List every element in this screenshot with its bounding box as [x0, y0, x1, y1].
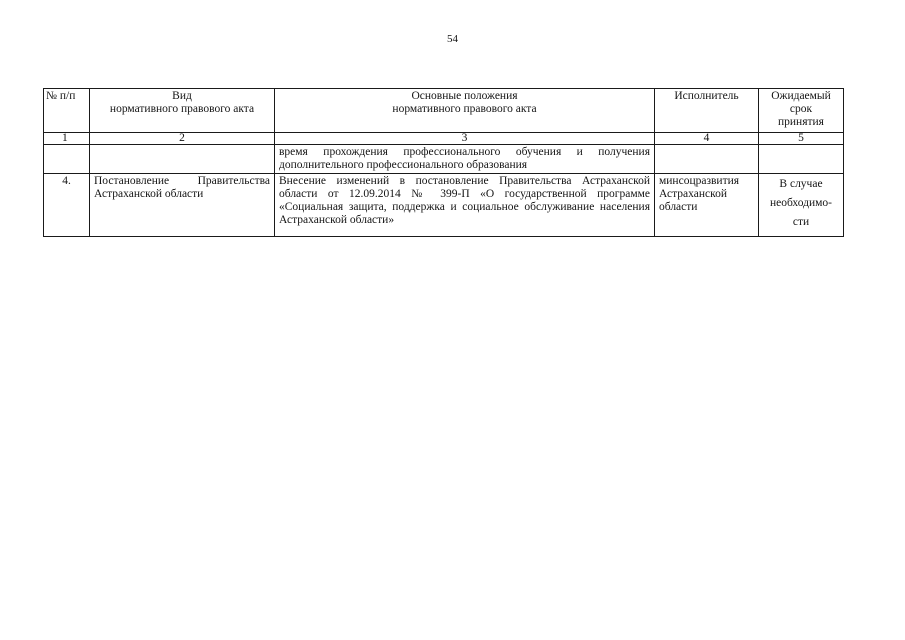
row-provisions-cell: Внесение изменений в постановление Правительства Астраханской области от 12.09.2014 № 399-П «О государственной программе «Социальная защита, поддержка и социальное обслуживание населения Астраханской области» [275, 174, 655, 237]
column-index-cell: 4 [655, 133, 759, 145]
column-index-cell: 1 [44, 133, 90, 145]
row-num-cell [44, 145, 90, 174]
header-num: № п/п [44, 89, 90, 133]
row-executor-cell [655, 145, 759, 174]
table-header-row [44, 89, 844, 133]
row-act-type-cell: Постановление Правительства Астраханской области [90, 174, 275, 237]
column-index-cell: 5 [759, 133, 844, 145]
table-row [44, 145, 844, 174]
header-due [759, 89, 844, 133]
header-provisions-line-2: нормативного правового акта [392, 103, 537, 115]
row-executor-cell: минсоцразвития Астраханской области [655, 174, 759, 237]
page-number: 54 [447, 33, 458, 45]
header-due-line-2: срок [789, 103, 813, 115]
row-provisions-cell: время прохождения профессионального обучения и получения дополнительного профессионального образования [275, 145, 655, 174]
row-act-type-cell [90, 145, 275, 174]
column-index-cell: 3 [275, 133, 655, 145]
header-executor: Исполнитель [655, 89, 759, 133]
header-due-line-1: Ожидаемый [771, 90, 831, 102]
row-due-cell [759, 145, 844, 174]
header-act-type-line-2: нормативного правового акта [109, 103, 255, 115]
row-num-cell: 4. [44, 174, 90, 237]
header-provisions-line-1: Основные положения [411, 90, 518, 102]
row-due-cell: В случае необходимо-сти [759, 174, 844, 237]
header-act-type [90, 89, 275, 133]
header-provisions [275, 89, 655, 133]
header-due-line-3: принятия [778, 116, 824, 128]
header-act-type-line-1: Вид [172, 90, 192, 102]
legal-acts-table [43, 88, 844, 237]
column-index-row [44, 133, 844, 145]
table-row [44, 174, 844, 237]
column-index-cell: 2 [90, 133, 275, 145]
